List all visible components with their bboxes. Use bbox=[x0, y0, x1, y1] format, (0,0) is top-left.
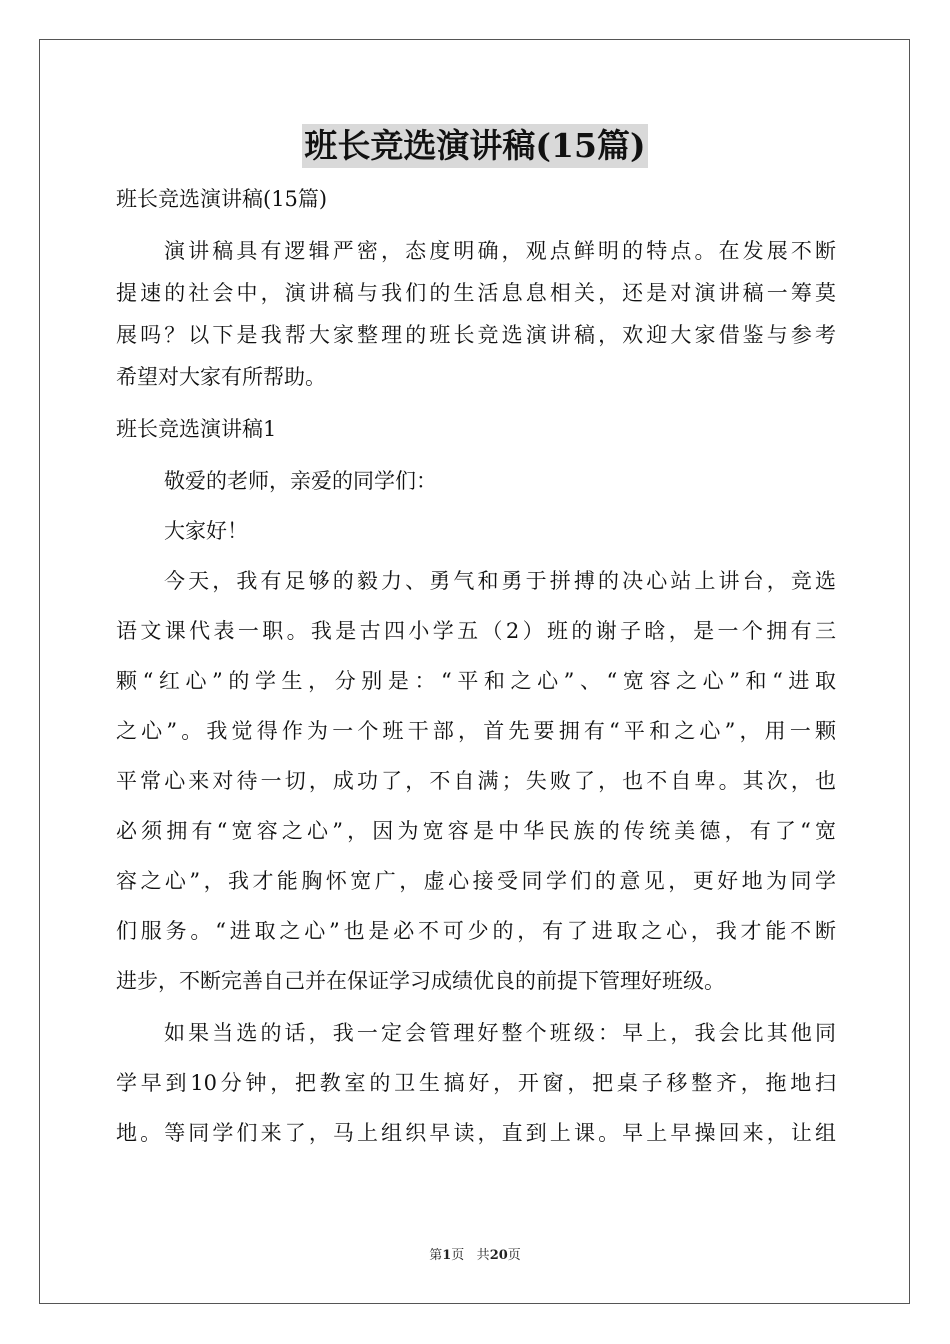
title-area bbox=[0, 124, 950, 168]
paragraph-line: 语文课代表一职。我是古四小学五（2）班的谢子晗，是一个拥有三 bbox=[116, 619, 836, 643]
paragraph-line: 地。等同学们来了，马上组织早读，直到上课。早上早操回来，让组 bbox=[116, 1121, 836, 1145]
intro-line: 提速的社会中，演讲稿与我们的生活息息相关，还是对演讲稿一筹莫 bbox=[116, 281, 836, 305]
document-subtitle: 班长竞选演讲稿(15篇) bbox=[116, 187, 328, 211]
paragraph-line: 如果当选的话，我一定会管理好整个班级：早上，我会比其他同 bbox=[164, 1021, 836, 1045]
intro-line: 展吗？以下是我帮大家整理的班长竞选演讲稿，欢迎大家借鉴与参考 bbox=[116, 323, 836, 347]
intro-line: 希望对大家有所帮助。 bbox=[116, 365, 326, 389]
salutation: 敬爱的老师，亲爱的同学们： bbox=[164, 469, 437, 493]
section-heading: 班长竞选演讲稿1 bbox=[116, 417, 277, 441]
intro-paragraph bbox=[116, 230, 836, 398]
paragraph-line: 学早到10分钟，把教室的卫生搞好，开窗，把桌子移整齐，拖地扫 bbox=[116, 1071, 836, 1095]
footer-total-pages: 20 bbox=[489, 1248, 508, 1263]
paragraph-line: 们服务。“进取之心”也是必不可少的，有了进取之心，我才能不断 bbox=[116, 919, 836, 943]
paragraph-2 bbox=[116, 1012, 836, 1154]
paragraph-line: 之心”。我觉得作为一个班干部，首先要拥有“平和之心”，用一颗 bbox=[116, 719, 836, 743]
footer-total-prefix: 共 bbox=[476, 1248, 490, 1263]
footer-page-number: 1 bbox=[442, 1248, 452, 1263]
document-body bbox=[116, 178, 836, 1154]
page-footer bbox=[0, 1246, 950, 1266]
document-title: 班长竞选演讲稿(15篇) bbox=[302, 124, 647, 168]
paragraph-line: 容之心”，我才能胸怀宽广，虚心接受同学们的意见，更好地为同学 bbox=[116, 869, 836, 893]
paragraph-line: 颗“红心”的学生，分别是：“平和之心”、“宽容之心”和“进取 bbox=[116, 669, 836, 693]
paragraph-line: 平常心来对待一切，成功了，不自满；失败了，也不自卑。其次，也 bbox=[116, 769, 836, 793]
paragraph-line: 进步，不断完善自己并在保证学习成绩优良的前提下管理好班级。 bbox=[116, 969, 725, 993]
footer-page-suffix: 页 bbox=[451, 1248, 465, 1263]
footer-total-suffix: 页 bbox=[507, 1248, 521, 1263]
paragraph-line: 必须拥有“宽容之心”，因为宽容是中华民族的传统美德，有了“宽 bbox=[116, 819, 836, 843]
paragraph-1 bbox=[116, 560, 836, 1002]
greeting: 大家好！ bbox=[164, 519, 248, 543]
paragraph-line: 今天，我有足够的毅力、勇气和勇于拼搏的决心站上讲台，竞选 bbox=[164, 569, 836, 593]
intro-line: 演讲稿具有逻辑严密，态度明确，观点鲜明的特点。在发展不断 bbox=[164, 239, 836, 263]
footer-page-prefix: 第 bbox=[429, 1248, 443, 1263]
